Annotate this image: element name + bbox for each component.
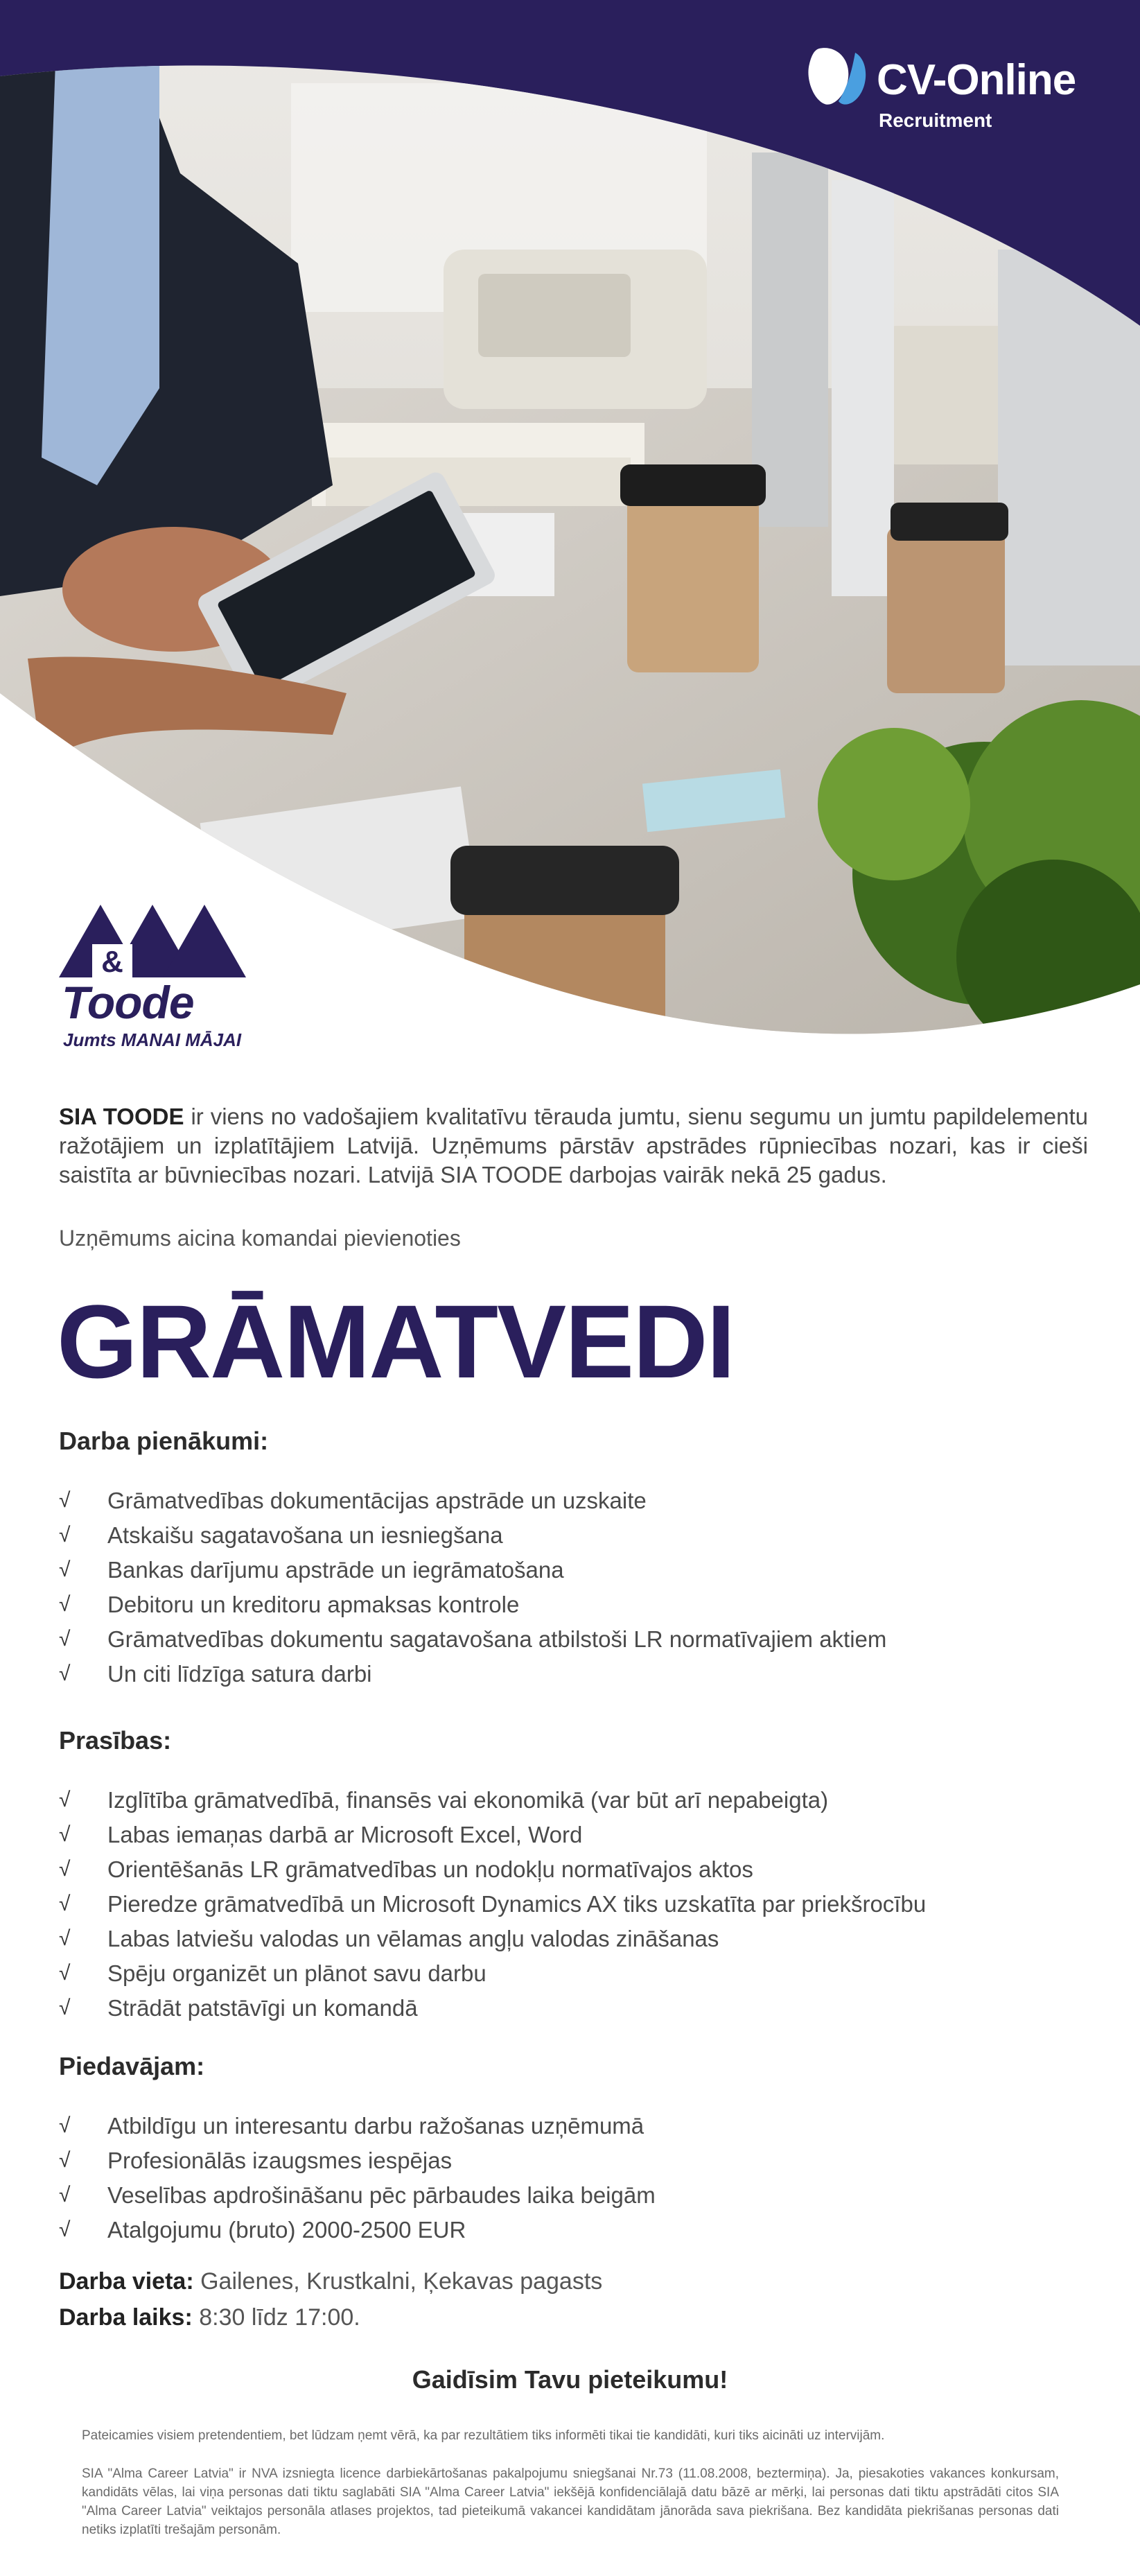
company-name: SIA TOODE — [59, 1104, 184, 1129]
work-location-value: Gailenes, Krustkalni, Ķekavas pagasts — [193, 2268, 603, 2295]
list-item — [59, 1553, 886, 1587]
list-item-text: Spēju organizēt un plānot savu darbu — [107, 1960, 486, 1986]
check-icon: √ — [59, 1927, 71, 1950]
check-icon: √ — [59, 2218, 71, 2241]
list-item — [59, 1956, 926, 1991]
list-item — [59, 1622, 886, 1657]
check-icon: √ — [59, 1489, 71, 1512]
job-title: GRĀMATVEDI — [57, 1283, 735, 1400]
list-item — [59, 1887, 926, 1922]
list-item-text: Atskaišu sagatavošana un iesniegšana — [107, 1522, 503, 1548]
fine-print-thanks: Pateicamies visiem pretendentiem, bet lūdzam ņemt vērā, ka par rezultātiem tiks informēti tikai tie kandidāti, kuri tiks aicināti uz intervijām. — [82, 2428, 885, 2443]
work-hours — [59, 2304, 360, 2331]
check-icon: √ — [59, 1996, 71, 2019]
list-item — [59, 1818, 926, 1852]
offer-heading: Piedavājam: — [59, 2052, 205, 2080]
list-item — [59, 1783, 926, 1818]
list-item-text: Veselības apdrošināšanu pēc pārbaudes laika beigām — [107, 2182, 656, 2208]
requirements-heading: Prasības: — [59, 1726, 172, 1755]
toode-tagline: Jumts MANAI MĀJAI — [63, 1029, 242, 1050]
list-item-text: Grāmatvedības dokumentu sagatavošana atbilstoši LR normatīvajiem aktiem — [107, 1626, 887, 1652]
work-location-label: Darba vieta: — [59, 2268, 194, 2295]
list-item — [59, 1483, 886, 1518]
list-item — [59, 1518, 886, 1553]
list-item — [59, 2109, 656, 2143]
list-item — [59, 2213, 656, 2247]
list-item-text: Bankas darījumu apstrāde un iegrāmatošana — [107, 1557, 564, 1583]
call-to-action: Gaidīsim Tavu pieteikumu! — [412, 2365, 728, 2394]
check-icon: √ — [59, 2149, 71, 2172]
list-item-text: Atalgojumu (bruto) 2000-2500 EUR — [107, 2217, 466, 2243]
list-item-text: Labas latviešu valodas un vēlamas angļu valodas zināšanas — [107, 1926, 719, 1951]
check-icon: √ — [59, 1962, 71, 1985]
list-item — [59, 1657, 886, 1691]
list-item-text: Debitoru un kreditoru apmaksas kontrole — [107, 1592, 520, 1617]
check-icon: √ — [59, 1593, 71, 1616]
invite-text: Uzņēmums aicina komandai pievienoties — [59, 1226, 461, 1251]
list-item-text: Orientēšanās LR grāmatvedības un nodokļu normatīvajos aktos — [107, 1856, 753, 1882]
cv-online-sub: Recruitment — [879, 110, 992, 131]
check-icon: √ — [59, 1662, 71, 1685]
check-icon: √ — [59, 1892, 71, 1915]
check-icon: √ — [59, 1823, 71, 1846]
toode-wordmark: Toode — [62, 977, 194, 1028]
company-description: ir viens no vadošajiem kvalitatīvu tērauda jumtu, sienu segumu un jumtu papildelementu ražotājiem un izplatītājiem Latvijā. Uzņēmums pārstāv apstrādes rūpniecības nozari, kas ir cieši saistīta ar būvniecības nozari. Latvijā SIA TOODE darbojas vairāk nekā 25 gadus. — [59, 1104, 1088, 1187]
list-item-text: Strādāt patstāvīgi un komandā — [107, 1995, 418, 2021]
duties-heading: Darba pienākumi: — [59, 1427, 269, 1455]
list-item — [59, 2143, 656, 2178]
fine-print-privacy: SIA "Alma Career Latvia" ir NVA izsniegta licence darbiekārtošanas pakalpojumu sniegšanai Nr.73 (11.08.2008, beztermiņa). Ja, piesakoties vakances konkursam, kandidāts vēlas, lai viņa personas dati tiktu saglabāti SIA "Alma Career Latvia" iekšējā konfidenciālajā datu bāzē ar mērķi, lai personas dati tiktu apstrādāti citos SIA "Alma Career Latvia" veiktajos personāla atlases projektos, tad pieteikumā vakancei kandidātam jānorāda sava piekrišana. Bez kandidāta piekrišanas personas dati netiks izplatīti trešajām personām. — [82, 2466, 1059, 2537]
cv-online-mark-icon — [804, 43, 870, 110]
hero-banner — [0, 0, 1140, 1071]
work-location — [59, 2268, 602, 2295]
check-icon: √ — [59, 1524, 71, 1547]
list-item-text: Profesionālās izaugsmes iespējas — [107, 2148, 453, 2173]
toode-amp: & — [101, 945, 123, 979]
list-item — [59, 1852, 926, 1887]
work-hours-value: 8:30 līdz 17:00. — [192, 2304, 360, 2331]
toode-logo — [59, 901, 246, 1057]
check-icon: √ — [59, 2184, 71, 2207]
requirements-list — [59, 1783, 926, 2026]
list-item — [59, 1991, 926, 2026]
list-item-text: Un citi līdzīga satura darbi — [107, 1661, 372, 1687]
cv-online-name: CV-Online — [877, 56, 1076, 104]
check-icon: √ — [59, 2114, 71, 2137]
list-item-text: Grāmatvedības dokumentācijas apstrāde un uzskaite — [107, 1488, 647, 1513]
list-item-text: Labas iemaņas darbā ar Microsoft Excel, Word — [107, 1822, 583, 1847]
list-item-text: Izglītība grāmatvedībā, finansēs vai ekonomikā (var būt arī nepabeigta) — [107, 1787, 829, 1813]
work-hours-label: Darba laiks: — [59, 2304, 193, 2331]
list-item — [59, 1587, 886, 1622]
roof-peaks-icon — [59, 901, 246, 981]
offer-list — [59, 2109, 656, 2247]
duties-list — [59, 1483, 886, 1691]
list-item — [59, 2178, 656, 2213]
cv-online-logo — [804, 42, 1095, 139]
list-item-text: Pieredze grāmatvedībā un Microsoft Dynamics AX tiks uzskatīta par priekšrocību — [107, 1891, 927, 1917]
check-icon: √ — [59, 1558, 71, 1581]
check-icon: √ — [59, 1628, 71, 1651]
check-icon: √ — [59, 1858, 71, 1881]
list-item — [59, 1922, 926, 1956]
company-intro — [59, 1102, 1088, 1190]
check-icon: √ — [59, 1789, 71, 1811]
list-item-text: Atbildīgu un interesantu darbu ražošanas uzņēmumā — [107, 2113, 644, 2139]
